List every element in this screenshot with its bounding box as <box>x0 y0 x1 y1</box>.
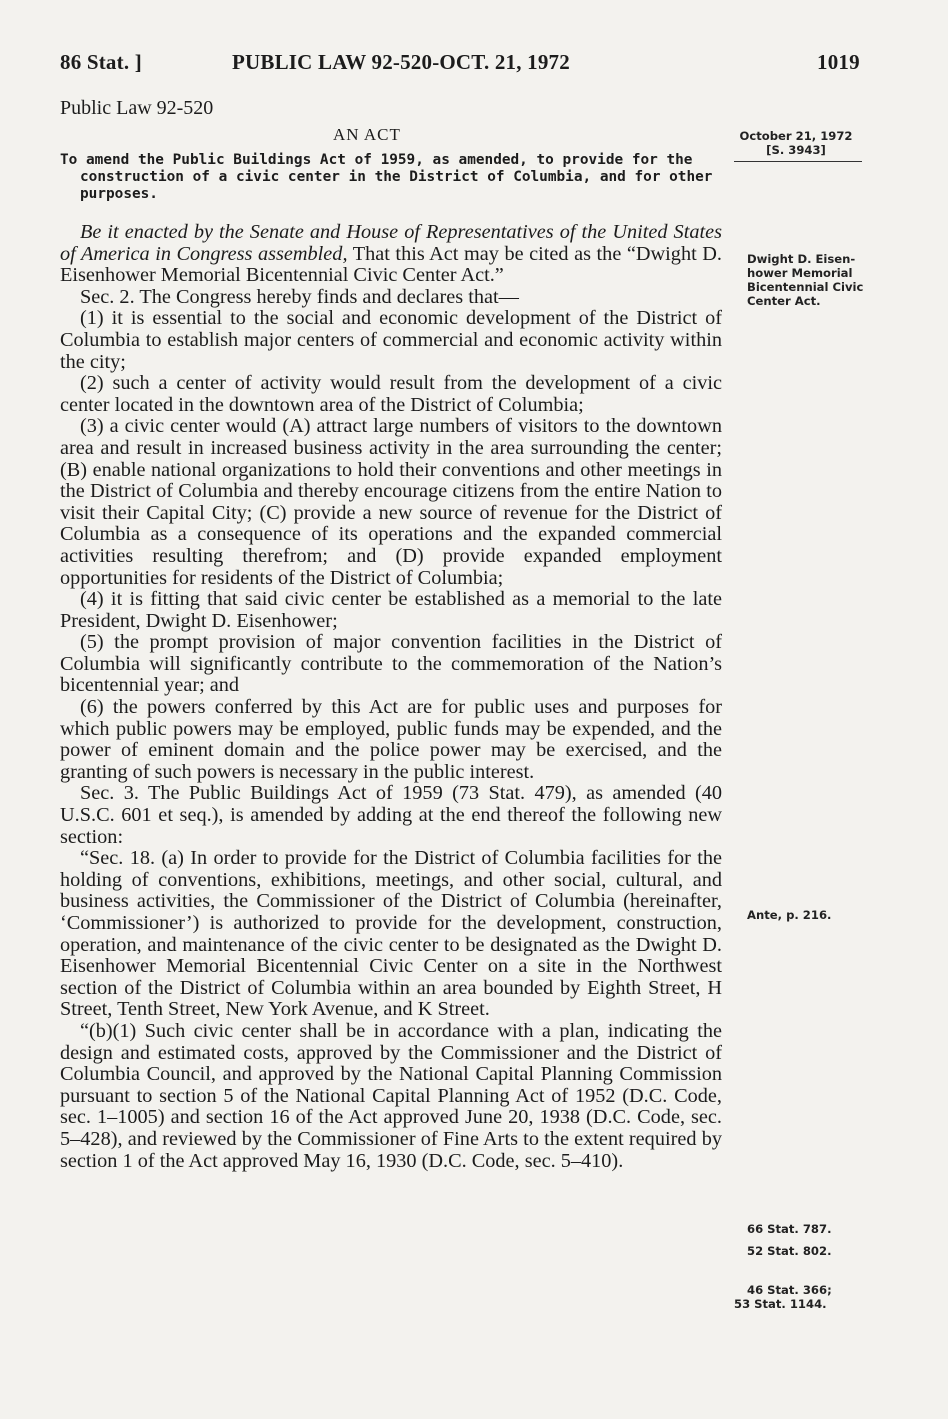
finding-1: (1) it is essential to the social and economic development of the District of Columbia to establish major centers of commercial and economic activity within the city; <box>60 307 722 373</box>
title-line: To amend the Public Buildings Act of 1959, as amended, to provide for the <box>60 152 693 168</box>
finding-4: (4) it is fitting that said civic center be established as a memorial to the late President, Dwight D. Eisenhower; <box>60 588 722 632</box>
bill-number: [S. 3943] <box>766 143 826 157</box>
section-label: Sec. 3. <box>80 782 139 805</box>
page-number: 1019 <box>817 50 860 74</box>
short-title-line: hower Memorial <box>747 266 853 280</box>
enactment-date: October 21, 1972 <box>739 129 853 143</box>
section-text: (a) In order to provide for the District of Columbia facilities for the holding of conventions, exhibitions, meetings, and other social, cultural, and business activities, the Commissioner of the District of Columbia (hereinafter, ‘Commissioner’) is authorized to provide for the development, construction, operation, and maintenance of the civic center to be designated as the Dwight D. Eisenhower Memorial Bicentennial Civic Center on a site in the Northwest section of the District of Columbia within an area bounded by Eighth Street, H Street, Tenth Street, New York Avenue, and K Street. <box>60 847 722 1021</box>
margin-date <box>735 129 857 157</box>
section-18-a <box>60 848 722 1021</box>
act-body <box>60 222 722 1172</box>
finding-5: (5) the prompt provision of major convention facilities in the District of Columbia will significantly contribute to the commemoration of the Nation’s bicentennial year; and <box>60 631 722 697</box>
finding-2: (2) such a center of activity would result from the development of a civic center located in the downtown area of the District of Columbia; <box>60 372 722 416</box>
section-text: The Congress hereby finds and declares that— <box>139 285 519 308</box>
margin-short-title <box>747 252 863 308</box>
title-line: purposes. <box>80 186 158 202</box>
section-label: Sec. 2. <box>80 285 135 308</box>
margin-citation: 66 Stat. 787. <box>747 1222 832 1236</box>
short-title-line: Dwight D. Eisen- <box>747 252 856 266</box>
section-18-b: “(b)(1) Such civic center shall be in accordance with a plan, indicating the design and estimated costs, approved by the Commissioner and the District of Columbia Council, and approved by the National Capital Planning Commission pursuant to section 5 of the National Capital Planning Act of 1952 (D.C. Code, sec. 1–1005) and section 16 of the Act approved June 20, 1938 (D.C. Code, sec. 5–428), and reviewed by the Commissioner of Fine Arts to the extent required by section 1 of the Act approved May 16, 1930 (D.C. Code, sec. 5–410). <box>60 1019 722 1172</box>
margin-ante-reference: Ante, p. 216. <box>747 908 832 922</box>
act-title <box>60 152 722 203</box>
finding-6: (6) the powers conferred by this Act are for public uses and purposes for which public powers may be employed, public funds may be expended, and the power of eminent domain and the police power may be exercised, and the granting of such powers is necessary in the public interest. <box>60 696 722 783</box>
margin-citation: 46 Stat. 366; <box>747 1283 832 1297</box>
margin-citation: 53 Stat. 1144. <box>734 1297 827 1311</box>
enacting-clause <box>60 222 722 287</box>
short-title-clause: That this Act may be cited as the “Dwight D. Eisenhower Memorial Bicentennial Civic Center Act.” <box>60 242 722 287</box>
page-header-volume: 86 Stat. ] <box>60 50 142 74</box>
title-line: construction of a civic center in the District of Columbia, and for other <box>80 169 713 185</box>
public-law-number: Public Law 92-520 <box>60 97 214 119</box>
section-label: “Sec. 18. <box>80 847 156 870</box>
margin-citation: 52 Stat. 802. <box>747 1244 832 1258</box>
section-text: The Public Buildings Act of 1959 (73 Stat. 479), as amended (40 U.S.C. 601 et seq.), is amended by adding at the end thereof the following new section: <box>60 782 722 848</box>
short-title-line: Center Act. <box>747 294 821 308</box>
section-3 <box>60 783 722 848</box>
enacting-formula: Be it enacted by the Senate and House of Representatives of the United States of America in Congress assembled, <box>60 221 722 265</box>
page-header-title: PUBLIC LAW 92-520-OCT. 21, 1972 <box>232 50 570 74</box>
margin-divider <box>734 161 862 162</box>
act-label: AN ACT <box>333 125 401 144</box>
section-2-intro <box>60 287 722 309</box>
finding-3: (3) a civic center would (A) attract large numbers of visitors to the downtown area and result in increased business activity in the area surrounding the center; (B) enable national organizations to hold their conventions and other meetings in the District of Columbia and thereby encourage citizens from the entire Nation to visit their Capital City; (C) provide a new source of revenue for the District of Columbia as a consequence of its operations and the expanded commercial activities resulting therefrom; and (D) provide expanded employment opportunities for residents of the District of Columbia; <box>60 415 722 589</box>
short-title-line: Bicentennial Civic <box>747 280 864 294</box>
